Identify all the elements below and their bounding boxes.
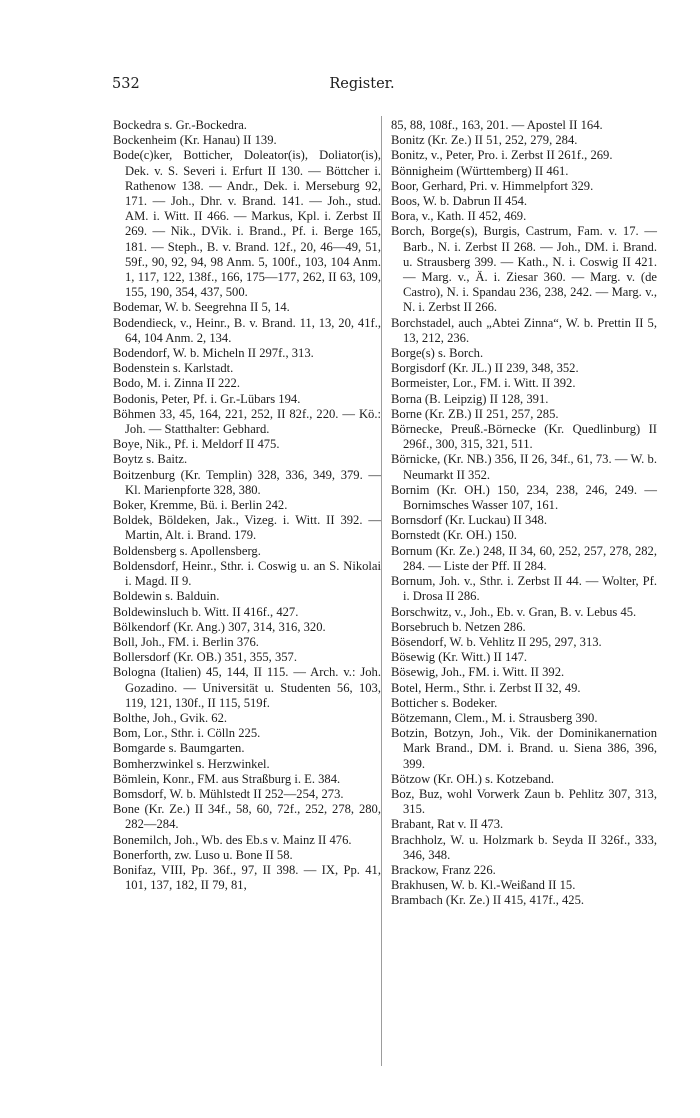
index-entry: Borch, Borge(s), Burgis, Castrum, Fam. v. 17. — Barb., N. i. Zerbst II 268. — Joh., DM. i. Brand. u. Strausberg 399. — Kath., N. i. Coswig II 421. — Marg. v., Ä. i. Ziesar 360. — Marg. v. (de Castro), N. i. Spandau 236, 238, 242. — Marg. v., N. i. Zerbst II 266. bbox=[391, 224, 657, 315]
index-entry: Botel, Herm., Sthr. i. Zerbst II 32, 49. bbox=[391, 680, 581, 695]
index-entry: Boye, Nik., Pf. i. Meldorf II 475. bbox=[113, 437, 280, 452]
index-entry: Bockenheim (Kr. Hanau) II 139. bbox=[113, 133, 277, 148]
index-entry: Bollersdorf (Kr. OB.) 351, 355, 357. bbox=[113, 650, 297, 665]
index-entry: Bode(c)ker, Botticher, Doleator(is), Doliator(is), Dek. v. S. Severi i. Erfurt II 130. — Böttcher i. Rathenow 138. — Andr., Dek. i. Merseburg 92, 171. — Joh., Dhr. v. Brand. 141. — Joh., stud. AM. i. Witt. II 466. — Markus, Kpl. i. Zerbst II 269. — Nik., DVik. i. Brand., Pf. i. Berge 165, 181. — Steph., B. v. Brand. 12f., 20, 46—49, 51, 59f., 90, 92, 94, 98 Anm. 5, 100f., 103, 104 Anm. 1, 117, 122, 138f., 166, 175—177, 262, II 63, 109, 155, 190, 354, 437, 500. bbox=[113, 148, 381, 300]
index-entry: Brackow, Franz 226. bbox=[391, 862, 496, 877]
running-head-title: Register. bbox=[329, 76, 395, 92]
index-entry: Bornim (Kr. OH.) 150, 234, 238, 246, 249. — Bornimsches Wasser 107, 161. bbox=[391, 482, 657, 513]
index-entry: Brachholz, W. u. Holzmark b. Seyda II 326f., 333, 346, 348. bbox=[391, 832, 657, 862]
index-entry: Borne (Kr. ZB.) II 251, 257, 285. bbox=[391, 406, 559, 421]
index-entry: Boldewinsluch b. Witt. II 416f., 427. bbox=[113, 604, 299, 619]
index-entry: Bornum, Joh. v., Sthr. i. Zerbst II 44. — Wolter, Pf. i. Drosa II 286. bbox=[391, 574, 657, 604]
index-entry: Bömlein, Konr., FM. aus Straßburg i. E. 384. bbox=[113, 771, 341, 786]
index-entry: Boitzenburg (Kr. Templin) 328, 336, 349, 379. — Kl. Marienpforte 328, 380. bbox=[113, 467, 381, 497]
index-entry: Boker, Kremme, Bü. i. Berlin 242. bbox=[113, 498, 288, 513]
index-entry: Bölkendorf (Kr. Ang.) 307, 314, 316, 320. bbox=[113, 619, 326, 634]
index-entry: Bodemar, W. b. Seegrehna II 5, 14. bbox=[113, 300, 290, 315]
index-entry: Boldensberg s. Apollensberg. bbox=[113, 543, 261, 558]
index-entry: Bonitz, v., Peter, Pro. i. Zerbst II 261f., 269. bbox=[391, 148, 613, 163]
index-entry: Bomgarde s. Baumgarten. bbox=[113, 741, 245, 756]
index-entry: Brabant, Rat v. II 473. bbox=[391, 817, 504, 832]
index-entry: Bornsdorf (Kr. Luckau) II 348. bbox=[391, 513, 547, 528]
index-entry: Bodenstein s. Karlstadt. bbox=[113, 361, 234, 376]
index-entry: Bonerforth, zw. Luso u. Bone II 58. bbox=[113, 847, 293, 862]
index-entry: Boos, W. b. Dabrun II 454. bbox=[391, 194, 528, 209]
index-entry: Bötzow (Kr. OH.) s. Kotzeband. bbox=[391, 771, 554, 786]
index-entry: Bomherzwinkel s. Herzwinkel. bbox=[113, 756, 270, 771]
index-entry: Bora, v., Kath. II 452, 469. bbox=[391, 209, 527, 224]
index-entry: Brambach (Kr. Ze.) II 415, 417f., 425. bbox=[391, 893, 585, 908]
index-entry: Borna (B. Leipzig) II 128, 391. bbox=[391, 391, 549, 406]
index-entry: Bonitz (Kr. Ze.) II 51, 252, 279, 284. bbox=[391, 133, 578, 148]
index-entry: Bösendorf, W. b. Vehlitz II 295, 297, 313. bbox=[391, 634, 602, 649]
page-number: 532 bbox=[112, 76, 140, 92]
index-entry: Borchstadel, auch „Abtei Zinna“, W. b. Prettin II 5, 13, 212, 236. bbox=[391, 315, 657, 345]
index-entry: Bodo, M. i. Zinna II 222. bbox=[113, 376, 240, 391]
index-entry: Bodendorf, W. b. Micheln II 297f., 313. bbox=[113, 346, 314, 361]
index-entry: Borschwitz, v., Joh., Eb. v. Gran, B. v. Lebus 45. bbox=[391, 604, 637, 619]
index-entry: Brakhusen, W. b. Kl.-Weißand II 15. bbox=[391, 878, 576, 893]
index-entry: Bodonis, Peter, Pf. i. Gr.-Lübars 194. bbox=[113, 391, 301, 406]
index-entry: Borgisdorf (Kr. JL.) II 239, 348, 352. bbox=[391, 361, 579, 376]
index-entry: Boytz s. Baitz. bbox=[113, 452, 188, 467]
index-entry: Bönnigheim (Württemberg) II 461. bbox=[391, 163, 569, 178]
index-entry: Boldek, Böldeken, Jak., Vizeg. i. Witt. II 392. — Martin, Alt. i. Brand. 179. bbox=[113, 513, 381, 543]
index-entry: Bösewig, Joh., FM. i. Witt. II 392. bbox=[391, 665, 565, 680]
index-entry: Botzin, Botzyn, Joh., Vik. der Dominikanernation Mark Brand., DM. i. Brand. u. Siena 386, 396, 399. bbox=[391, 726, 657, 771]
index-entry: Boz, Buz, wohl Vorwerk Zaun b. Pehlitz 307, 313, 315. bbox=[391, 786, 657, 817]
index-entry: Bösewig (Kr. Witt.) II 147. bbox=[391, 650, 528, 665]
index-entry: Bom, Lor., Sthr. i. Cölln 225. bbox=[113, 726, 261, 741]
index-entry: Bodendieck, v., Heinr., B. v. Brand. 11, 13, 20, 41f., 64, 104 Anm. 2, 134. bbox=[113, 315, 381, 345]
index-entry: Bornum (Kr. Ze.) 248, II 34, 60, 252, 257, 278, 282, 284. — Liste der Pff. II 284. bbox=[391, 543, 657, 573]
index-entry: Bonemilch, Joh., Wb. des Eb.s v. Mainz II 476. bbox=[113, 832, 352, 847]
index-entry: Bomsdorf, W. b. Mühlstedt II 252—254, 273. bbox=[113, 786, 344, 801]
index-entry: Börnicke, (Kr. NB.) 356, II 26, 34f., 61, 73. — W. b. Neumarkt II 352. bbox=[391, 452, 657, 482]
column-divider bbox=[381, 116, 382, 1066]
index-entry: Bolthe, Joh., Gvik. 62. bbox=[113, 710, 228, 725]
index-entry: Börnecke, Preuß.-Börnecke (Kr. Quedlinburg) II 296f., 300, 315, 321, 511. bbox=[391, 422, 657, 452]
index-entry: Bockedra s. Gr.-Bockedra. bbox=[113, 118, 247, 132]
index-entry: Bormeister, Lor., FM. i. Witt. II 392. bbox=[391, 376, 576, 391]
index-entry: Borge(s) s. Borch. bbox=[391, 346, 484, 361]
index-entry: Bone (Kr. Ze.) II 34f., 58, 60, 72f., 252, 278, 280, 282—284. bbox=[113, 802, 381, 832]
index-entry: Boldensdorf, Heinr., Sthr. i. Coswig u. an S. Nikolai i. Magd. II 9. bbox=[113, 558, 381, 589]
index-entry: Bonifaz, VIII, Pp. 36f., 97, II 398. — IX, Pp. 41, 101, 137, 182, II 79, 81, bbox=[113, 862, 381, 893]
index-entry: 85, 88, 108f., 163, 201. — Apostel II 164. bbox=[391, 118, 603, 132]
running-header bbox=[112, 76, 612, 100]
index-entry: Boll, Joh., FM. i. Berlin 376. bbox=[113, 634, 259, 649]
index-entry: Bötzemann, Clem., M. i. Strausberg 390. bbox=[391, 710, 598, 725]
index-entry: Borsebruch b. Netzen 286. bbox=[391, 619, 526, 634]
index-entry: Böhmen 33, 45, 164, 221, 252, II 82f., 220. — Kö.: Joh. — Statthalter: Gebhard. bbox=[113, 406, 381, 437]
index-entry: Boor, Gerhard, Pri. v. Himmelpfort 329. bbox=[391, 178, 594, 193]
index-entry: Bornstedt (Kr. OH.) 150. bbox=[391, 528, 517, 543]
index-entry: Bologna (Italien) 45, 144, II 115. — Arch. v.: Joh. Gozadino. — Universität u. Studenten 56, 103, 119, 121, 130f., II 115, 519f. bbox=[113, 665, 381, 710]
index-column-left bbox=[113, 118, 381, 893]
index-entry: Boldewin s. Balduin. bbox=[113, 589, 220, 604]
index-column-right bbox=[391, 118, 657, 909]
index-entry: Botticher s. Bodeker. bbox=[391, 695, 498, 710]
